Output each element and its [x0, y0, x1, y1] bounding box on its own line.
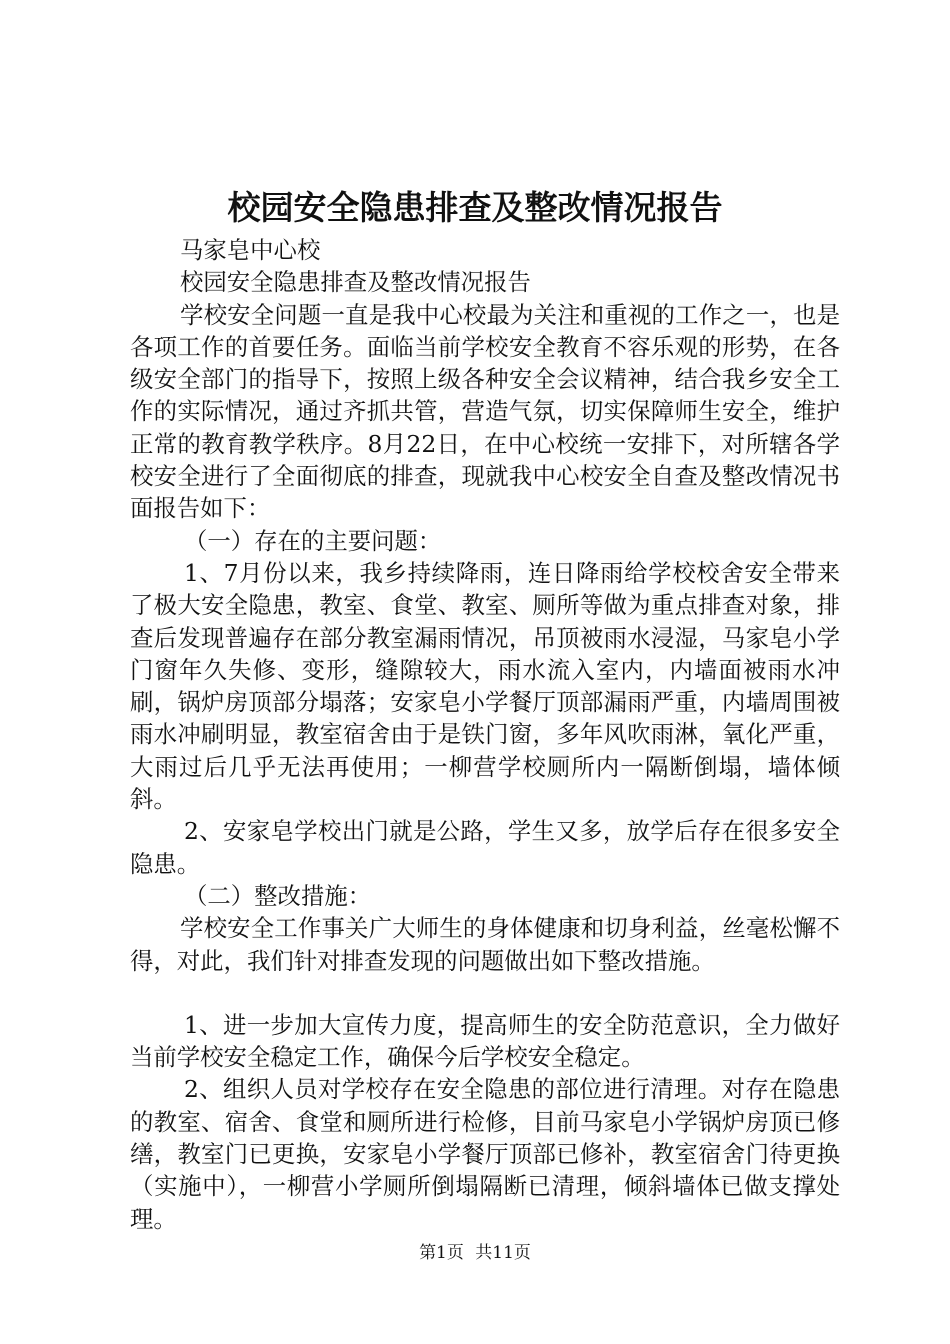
paragraph-measures-intro: 学校安全工作事关广大师生的身体健康和切身利益，丝毫松懈不得，对此，我们针对排查发现的问题做出如下整改措施。: [130, 914, 840, 975]
paragraph-problem-1: 1、7月份以来，我乡持续降雨，连日降雨给学校校舍安全带来了极大安全隐患，教室、食堂、教室、厕所等做为重点排查对象，排查后发现普遍存在部分教室漏雨情况，吊顶被雨水浸湿，马家皂小学门窗年久失修、变形，缝隙较大，雨水流入室内，内墙面被雨水冲刷，锅炉房顶部分塌落；安家皂小学餐厅顶部漏雨严重，内墙周围被雨水冲刷明显，教室宿舍由于是铁门窗，多年风吹雨淋，氧化严重，大雨过后几乎无法再使用；一柳营学校厕所内一隔断倒塌，墙体倾斜。: [130, 558, 840, 814]
paragraph-section-heading-measures: （二）整改措施：: [184, 881, 372, 910]
page-footer: [0, 1242, 950, 1264]
paragraph-measure-1: 1、进一步加大宣传力度，提高师生的安全防范意识，全力做好当前学校安全稳定工作，确保今后学校安全稳定。: [130, 1010, 840, 1072]
paragraph-section-heading-problems: （一）存在的主要问题：: [184, 526, 442, 555]
paragraph-problem-2: 2、安家皂学校出门就是公路，学生又多，放学后存在很多安全隐患。: [130, 817, 840, 878]
blank-line: [130, 977, 840, 1009]
page-number: 第1页: [419, 1243, 464, 1263]
paragraph-introduction: 学校安全问题一直是我中心校最为关注和重视的工作之一，也是各项工作的首要任务。面临当前学校安全教育不容乐观的形势，在各级安全部门的指导下，按照上级各种安全会议精神，结合我乡安全工作的实际情况，通过齐抓共管，营造气氛，切实保障师生安全，维护正常的教育教学秩序。8月22日，在中心校统一安排下，对所辖各学校安全进行了全面彻底的排查，现就我中心校安全自查及整改情况书面报告如下：: [130, 300, 840, 523]
document-title: 校园安全隐患排查及整改情况报告: [227, 188, 723, 227]
paragraph-report-heading: 校园安全隐患排查及整改情况报告: [180, 268, 531, 297]
page-total: 共11页: [475, 1243, 531, 1263]
paragraph-school-name: 马家皂中心校: [180, 236, 321, 264]
document-body: [130, 234, 840, 1235]
paragraph-measure-2: 2、组织人员对学校存在安全隐患的部位进行清理。对存在隐患的教室、宿舍、食堂和厕所进行检修，目前马家皂小学锅炉房顶已修缮，教室门已更换，安家皂小学餐厅顶部已修补，教室宿舍门待更换（实施中），一柳营小学厕所倒塌隔断已清理，倾斜墙体已做支撑处理。: [130, 1075, 840, 1233]
